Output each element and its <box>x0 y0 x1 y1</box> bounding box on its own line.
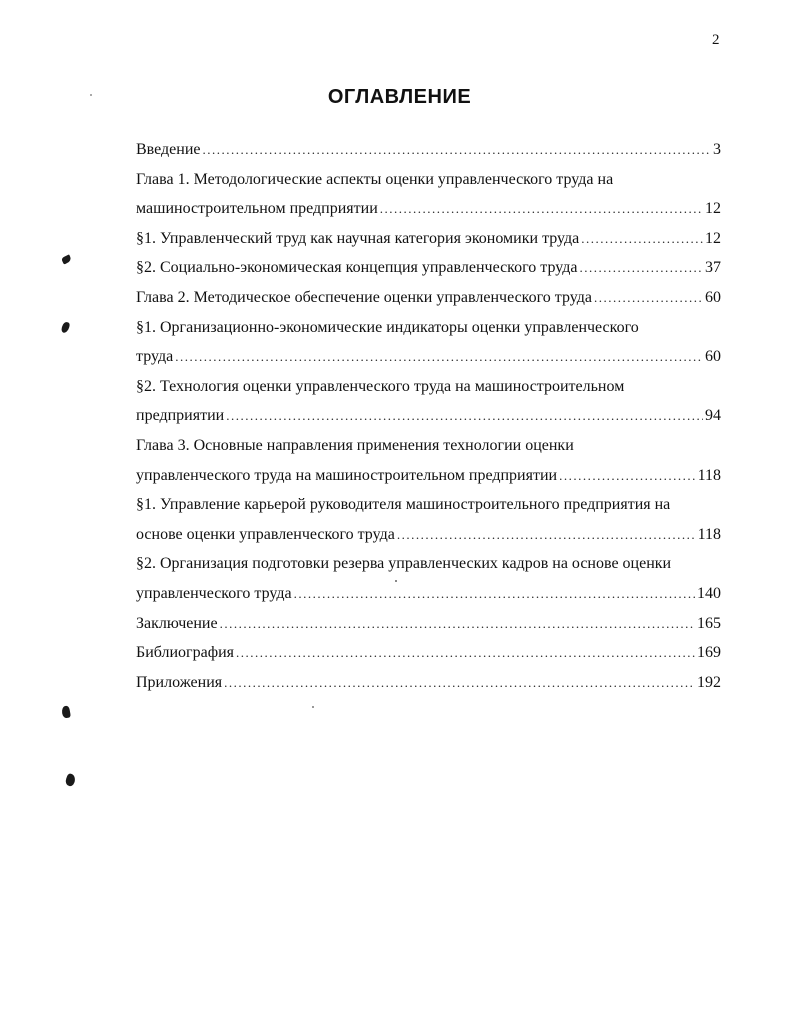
toc-entry-text: основе оценки управленческого труда <box>136 525 395 543</box>
toc-leader-dots <box>594 283 703 313</box>
table-of-contents <box>136 135 721 697</box>
scan-speck <box>90 94 92 96</box>
toc-entry-page: 12 <box>705 200 721 218</box>
toc-leader-dots <box>581 224 703 254</box>
toc-entry-chapter-2[interactable] <box>136 283 721 313</box>
scan-speck <box>395 580 397 582</box>
toc-entry-page: 140 <box>697 584 721 602</box>
toc-entry-text: §2. Социально-экономическая концепция управленческого труда <box>136 259 578 277</box>
toc-leader-dots <box>224 668 695 698</box>
toc-leader-dots <box>559 461 696 491</box>
toc-entry-text: §2. Технология оценки управленческого труда на машиностроительном <box>136 377 625 395</box>
toc-entry-introduction[interactable] <box>136 135 721 165</box>
page-title: ОГЛАВЛЕНИЕ <box>327 86 472 108</box>
toc-entry-text: §1. Организационно-экономические индикаторы оценки управленческого <box>136 318 639 336</box>
toc-entry-page: 118 <box>697 525 721 543</box>
toc-leader-dots <box>397 520 696 550</box>
scan-speck <box>61 254 72 264</box>
toc-entry-ch2-sec2[interactable] <box>136 372 721 402</box>
toc-entry-ch3-sec1[interactable] <box>136 490 721 520</box>
scan-speck <box>61 321 71 333</box>
toc-entry-ch2-sec1[interactable] <box>136 313 721 343</box>
toc-leader-dots <box>294 579 695 609</box>
toc-entry-chapter-1[interactable] <box>136 165 721 195</box>
toc-leader-dots <box>203 135 712 165</box>
toc-leader-dots <box>380 194 703 224</box>
toc-entry-text: §2. Организация подготовки резерва управленческих кадров на основе оценки <box>136 555 672 573</box>
toc-entry-ch2-sec1-cont[interactable] <box>136 342 721 372</box>
toc-entry-ch3-sec2-cont[interactable] <box>136 579 721 609</box>
toc-entry-page: 60 <box>705 348 721 366</box>
toc-leader-dots <box>236 638 695 668</box>
toc-entry-text: труда <box>136 348 174 366</box>
toc-entry-page: 165 <box>697 614 721 632</box>
toc-entry-page: 37 <box>705 259 721 277</box>
toc-entry-text: предприятии <box>136 407 225 425</box>
page-number: 2 <box>712 32 720 48</box>
scan-speck <box>61 705 71 718</box>
toc-entry-page: 12 <box>705 229 721 247</box>
toc-entry-page: 3 <box>713 141 721 158</box>
toc-entry-appendices[interactable] <box>136 668 721 698</box>
toc-entry-text: §1. Управление карьерой руководителя машиностроительного предприятия на <box>136 496 671 514</box>
toc-leader-dots <box>175 342 703 372</box>
toc-entry-text: управленческого труда на машиностроительном предприятии <box>136 466 558 484</box>
toc-entry-page: 94 <box>705 407 721 425</box>
toc-entry-ch1-sec1[interactable] <box>136 224 721 254</box>
toc-leader-dots <box>226 401 703 431</box>
toc-entry-text: Приложения <box>136 673 223 691</box>
scan-speck <box>312 706 314 708</box>
toc-entry-text: §1. Управленческий труд как научная категория экономики труда <box>136 229 580 247</box>
toc-leader-dots <box>580 253 704 283</box>
toc-entry-text: машиностроительном предприятии <box>136 200 378 218</box>
toc-entry-chapter-3-cont[interactable] <box>136 461 721 491</box>
toc-entry-page: 169 <box>697 644 721 662</box>
scan-speck <box>64 773 77 787</box>
toc-entry-chapter-3[interactable] <box>136 431 721 461</box>
toc-entry-ch1-sec2[interactable] <box>136 253 721 283</box>
toc-entry-text: Глава 2. Методическое обеспечение оценки управленческого труда <box>136 288 592 306</box>
toc-entry-page: 118 <box>697 466 721 484</box>
toc-entry-ch2-sec2-cont[interactable] <box>136 401 721 431</box>
toc-entry-text: управленческого труда <box>136 584 292 602</box>
toc-entry-chapter-1-cont[interactable] <box>136 194 721 224</box>
toc-entry-bibliography[interactable] <box>136 638 721 668</box>
toc-entry-page: 60 <box>705 288 721 306</box>
toc-entry-ch3-sec2[interactable] <box>136 549 721 579</box>
toc-leader-dots <box>220 609 695 639</box>
toc-entry-text: Введение <box>136 141 201 158</box>
toc-entry-text: Глава 1. Методологические аспекты оценки управленческого труда на <box>136 170 614 188</box>
toc-entry-text: Библиография <box>136 644 234 662</box>
toc-entry-conclusion[interactable] <box>136 609 721 639</box>
toc-entry-page: 192 <box>697 673 721 691</box>
toc-entry-text: Заключение <box>136 614 218 632</box>
toc-entry-ch3-sec1-cont[interactable] <box>136 520 721 550</box>
toc-entry-text: Глава 3. Основные направления применения технологии оценки <box>136 436 574 454</box>
